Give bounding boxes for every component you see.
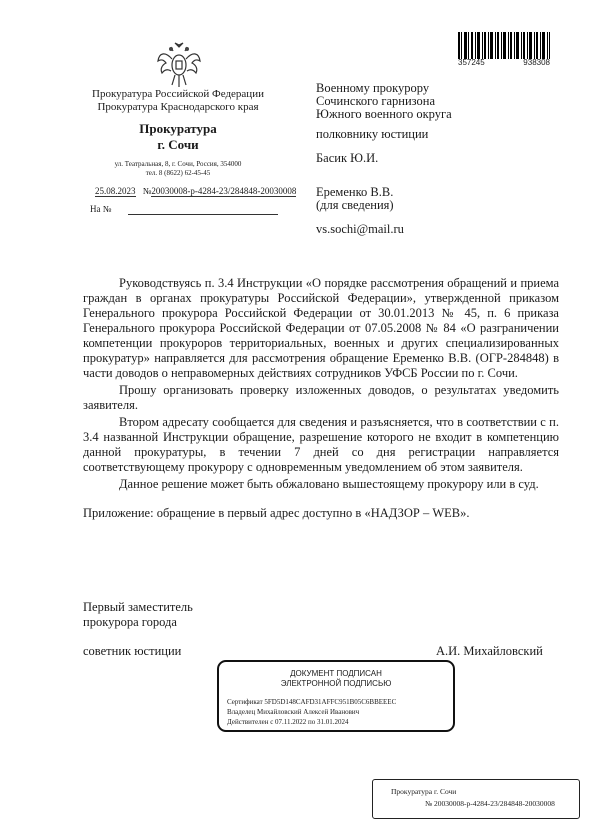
signer-name: А.И. Михайловский — [436, 644, 543, 658]
stamp-owner: Владелец Михайловский Алексей Иванович — [227, 708, 360, 716]
stamp-heading — [219, 669, 453, 689]
sender-line1: Прокуратура Российской Федерации — [92, 88, 264, 100]
signer-rank: советник юстиции — [83, 644, 182, 658]
sender-phone: тел. 8 (8622) 62-45-45 — [145, 169, 211, 177]
addressee-name: Басик Ю.И. — [316, 151, 379, 165]
registration-date: 25.08.2023 — [95, 186, 136, 196]
sender-address: ул. Театральная, 8, г. Сочи, Россия, 354000 — [114, 160, 242, 168]
addressee-line3: Южного военного округа — [316, 107, 452, 121]
stamp-heading-line2: ЭЛЕКТРОННОЙ ПОДПИСЬЮ — [280, 679, 392, 688]
barcode — [458, 32, 550, 59]
registration-number: 20030008-р-4284-23/284848-20030008 — [151, 186, 297, 196]
barcode-left-number: 357245 — [458, 58, 485, 67]
reference-line — [90, 204, 278, 215]
stamp-certificate: Сертификат 5FD5D148CAFD31AFFC951B05C6BBEEEC — [227, 698, 397, 706]
sender-line2: Прокуратура Краснодарского края — [97, 101, 259, 113]
copy-recipient-note: (для сведения) — [316, 198, 394, 212]
body-paragraph-2: Прошу организовать проверку изложенных доводов, о результатах уведомить заявителя. — [83, 383, 559, 412]
reference-blank — [128, 204, 278, 215]
registration-box-number: № 20030008-р-4284-23/284848-20030008 — [425, 799, 555, 808]
addressee-line1: Военному прокурору — [316, 81, 430, 95]
addressee-rank: полковнику юстиции — [316, 127, 429, 141]
registration-line — [95, 186, 296, 197]
barcode-right-number: 938308 — [523, 58, 550, 67]
copy-recipient-name: Еременко В.В. — [316, 185, 394, 199]
attachment-note: Приложение: обращение в первый адрес доступно в «НАДЗОР – WEB». — [83, 506, 470, 520]
reference-label: На № — [90, 204, 112, 214]
stamp-heading-line1: ДОКУМЕНТ ПОДПИСАН — [290, 669, 382, 678]
registration-box — [372, 779, 580, 819]
stamp-validity: Действителен с 07.11.2022 по 31.01.2024 — [227, 718, 349, 726]
registration-number-prefix: № — [142, 186, 152, 196]
body-paragraph-1: Руководствуясь п. 3.4 Инструкции «О порядке рассмотрения обращений и приема граждан в органах прокуратуры Российской Федерации», утвержденной приказом Генерального прокурора Российской Федерации от 30.01.2013 № 45, п. 6 приказа Генерального прокурора Российской Федерации от 07.05.2008 № 84 «О разграничении компетенции прокуроров территориальных, военных и других специализированных прокуратур» направляется для рассмотрения обращение Еременко В.В. (ОГР-284848) в части доводов о неправомерных действиях сотрудников УФСБ России по г. Сочи. — [83, 276, 559, 380]
sender-name-line1: Прокуратура — [139, 121, 217, 136]
signer-title-line1: Первый заместитель — [83, 600, 193, 614]
e-signature-stamp — [217, 660, 455, 732]
coat-of-arms-icon — [155, 41, 203, 89]
body-paragraph-4: Данное решение может быть обжаловано вышестоящему прокурору или в суд. — [119, 477, 539, 491]
body-paragraph-3: Втором адресату сообщается для сведения и разъясняется, что в соответствии с п. 3.4 названной Инструкции обращение, разрешение которого не входит в компетенцию данной прокуратуры, в течении 7 дней со дня регистрации направляется соответствующему прокурору с одновременным уведомлением об этом заявителя. — [83, 415, 559, 474]
sender-name-line2: г. Сочи — [157, 137, 199, 152]
signer-title-line2: прокурора города — [83, 615, 177, 629]
letter-body — [83, 276, 559, 521]
barcode-numbers — [458, 58, 550, 67]
addressee-line2: Сочинского гарнизона — [316, 94, 436, 108]
registration-box-office: Прокуратура г. Сочи — [391, 787, 457, 796]
addressee-email: vs.sochi@mail.ru — [316, 222, 404, 236]
